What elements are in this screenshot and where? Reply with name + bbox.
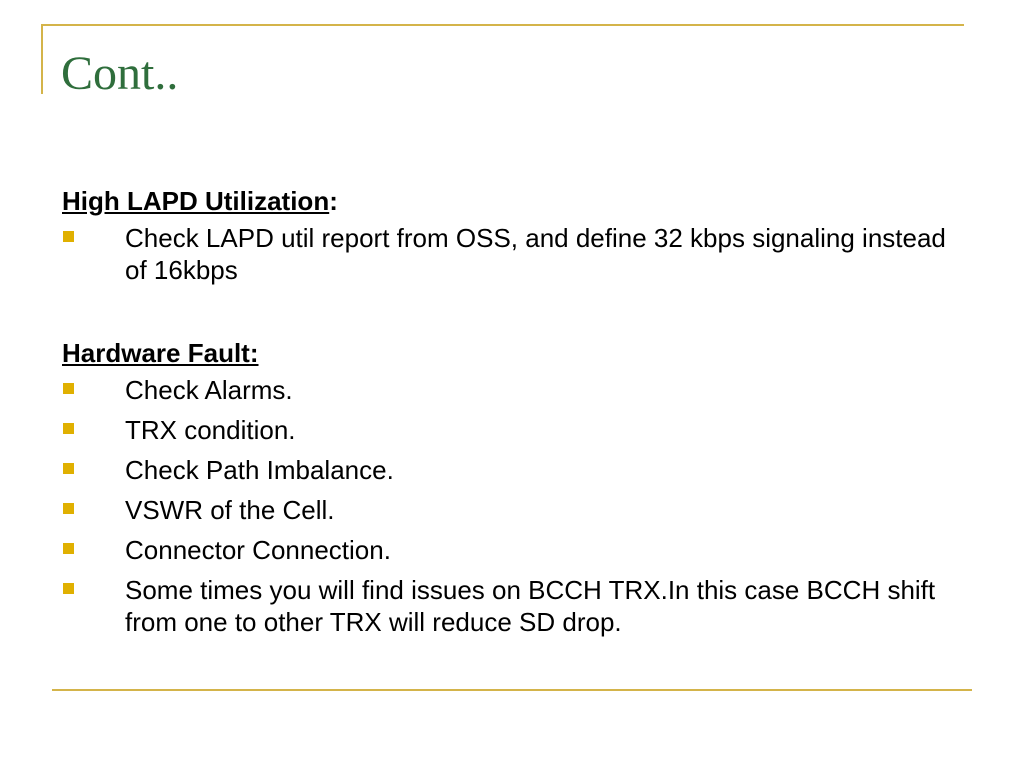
list-item-text: Check LAPD util report from OSS, and define 32 kbps signaling instead of 16kbps: [125, 223, 946, 285]
list-item: [62, 222, 962, 286]
list-item: [62, 454, 962, 486]
slide-title: Cont..: [61, 47, 179, 100]
list-item: [62, 494, 962, 526]
list-item-text: VSWR of the Cell.: [125, 495, 335, 525]
bullet-list: [62, 374, 962, 638]
square-bullet-icon: [63, 583, 74, 594]
top-border-line: [41, 24, 964, 26]
list-item: [62, 414, 962, 446]
list-item-text: Check Path Imbalance.: [125, 455, 394, 485]
list-item-text: Check Alarms.: [125, 375, 293, 405]
square-bullet-icon: [63, 543, 74, 554]
square-bullet-icon: [63, 231, 74, 242]
section-heading-suffix: :: [329, 186, 338, 216]
left-border-line: [41, 24, 43, 94]
section-hardware-fault: [62, 336, 962, 646]
bottom-border-line: [52, 689, 972, 691]
square-bullet-icon: [63, 423, 74, 434]
list-item: [62, 574, 962, 638]
bullet-list: [62, 222, 962, 286]
section-heading: [62, 184, 962, 218]
square-bullet-icon: [63, 383, 74, 394]
list-item: [62, 534, 962, 566]
section-heading: [62, 336, 962, 370]
list-item-text: Some times you will find issues on BCCH TRX.In this case BCCH shift from one to other TRX will reduce SD drop.: [125, 575, 936, 637]
list-item-text: Connector Connection.: [125, 535, 391, 565]
square-bullet-icon: [63, 503, 74, 514]
section-heading-text: High LAPD Utilization: [62, 186, 330, 216]
section-lapd-utilization: [62, 184, 962, 294]
section-heading-text: Hardware Fault:: [62, 338, 259, 368]
list-item-text: TRX condition.: [125, 415, 296, 445]
square-bullet-icon: [63, 463, 74, 474]
list-item: [62, 374, 962, 406]
